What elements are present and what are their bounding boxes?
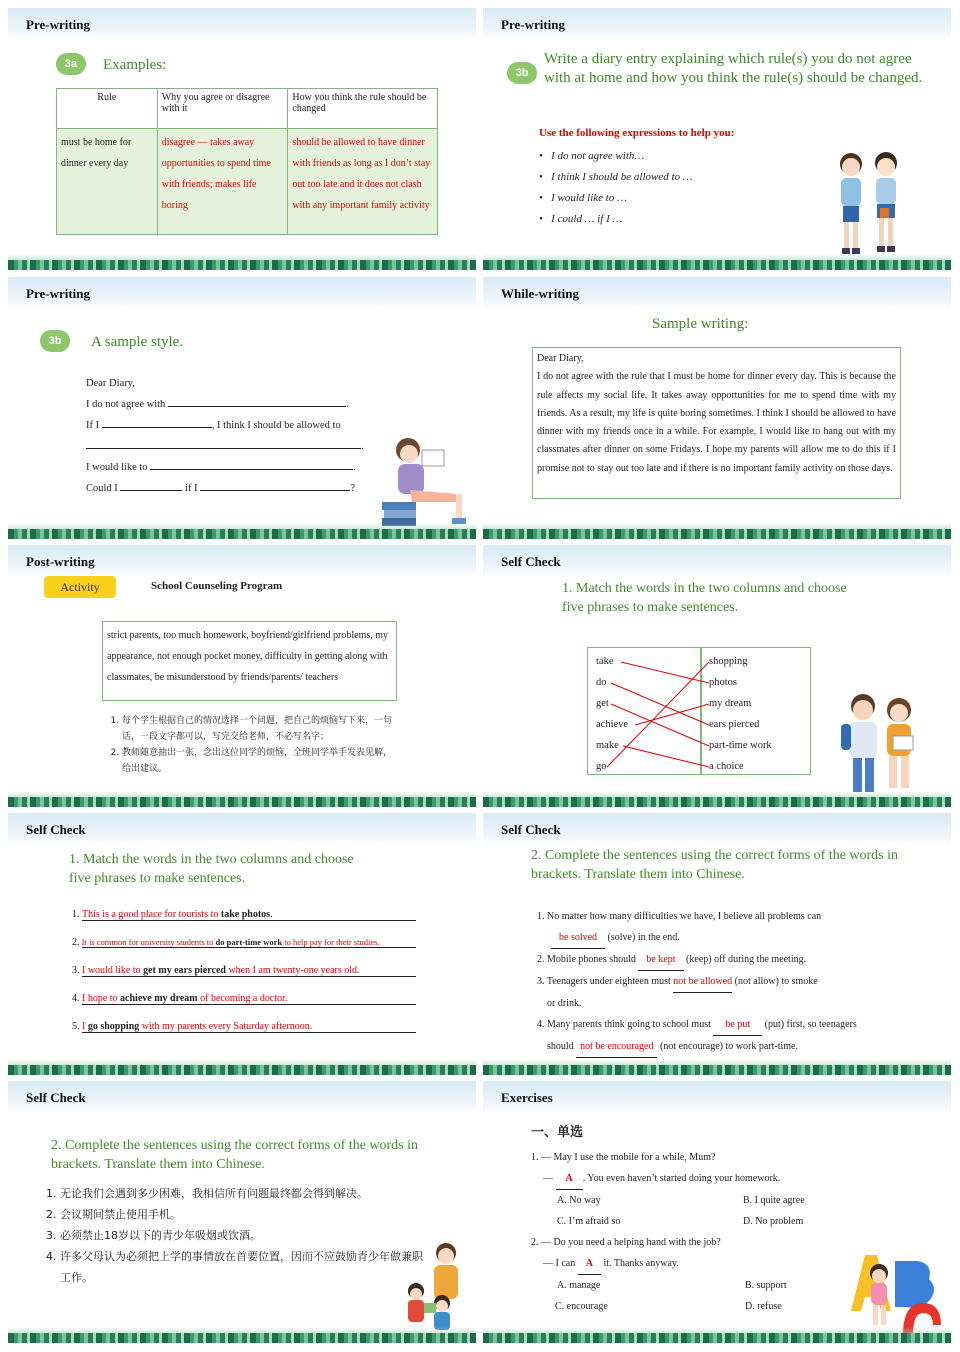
sentence-item: 3. I would like to get my ears pierced when I am twenty-one years old. — [72, 965, 428, 993]
slide-pre-writing-3a — [8, 8, 476, 270]
match-line — [607, 662, 709, 767]
match-line — [623, 746, 709, 767]
slide-title: Self Check — [26, 822, 86, 837]
question-3-cont: or drink. — [547, 998, 582, 1009]
option[interactable]: C. I’m afraid so — [557, 1216, 621, 1227]
sentence-list — [72, 909, 428, 1049]
word-right: shopping — [709, 656, 748, 667]
translation-item: 2. 会议期间禁止使用手机。 — [60, 1204, 430, 1225]
exercise-questions — [531, 1147, 851, 1317]
option[interactable]: A. manage — [557, 1280, 601, 1291]
step-item: 1. 每个学生根据自己的情况选择一个问题，把自己的烦恼写下来，一句话，一段文字都可以，写完交给老师，不必写名字； — [122, 713, 398, 745]
activity-tag: Activity — [44, 576, 116, 598]
slide-self-check-match — [483, 545, 951, 807]
translation-item: 1. 无论我们会遇到多少困难，我相信所有问题最终都会得到解决。 — [60, 1183, 430, 1204]
slide-footer-decoration — [8, 1065, 476, 1075]
exercise-q2-answer: — I can A it. Thanks anyway. — [531, 1253, 851, 1275]
word-left: achieve — [596, 719, 629, 730]
slide-header — [483, 813, 951, 845]
section-heading: A sample style. — [91, 334, 184, 350]
word-right: photos — [709, 677, 738, 688]
slide-title: Exercises — [501, 1090, 553, 1105]
slide-header — [483, 277, 951, 309]
list-item: • I do not agree with… — [539, 150, 645, 162]
table-header-cell: Rule — [57, 89, 158, 129]
slide-title: Pre-writing — [26, 286, 91, 301]
section-label: 一、单选 — [531, 1125, 584, 1140]
table-header-row — [57, 89, 438, 129]
teacher-students-illustration — [398, 1241, 473, 1336]
word-right: a choice — [709, 761, 744, 772]
sample-writing-box — [532, 347, 901, 499]
line-could: Could I if I ? — [86, 483, 355, 494]
option[interactable]: D. refuse — [745, 1301, 782, 1312]
option[interactable]: D. No problem — [743, 1216, 804, 1227]
slide-footer-decoration — [8, 797, 476, 807]
word-left: do — [596, 677, 607, 688]
word-left: go — [596, 761, 607, 772]
slide-footer-decoration — [483, 1333, 951, 1343]
section-heading: 1. Match the words in the two columns and choose five phrases to make sentences. — [562, 581, 847, 615]
slide-title: Post-writing — [26, 554, 95, 569]
students-couple-illustration — [831, 690, 931, 800]
slide-footer-decoration — [8, 260, 476, 270]
slide-header — [8, 545, 476, 577]
table-cell: must be home for dinner every day — [57, 129, 158, 235]
slide-footer-decoration — [483, 797, 951, 807]
slide-header — [8, 813, 476, 845]
slide-footer-decoration — [483, 260, 951, 270]
slide-self-check-sentences — [8, 813, 476, 1075]
exercise-q1-options — [531, 1211, 851, 1232]
slide-title: Self Check — [501, 554, 561, 569]
question-1: 1. No matter how many difficulties we have, I believe all problems can — [537, 911, 822, 922]
slide-footer-decoration — [8, 529, 476, 539]
line-agree: I do not agree with . — [86, 399, 349, 410]
question-1-cont: be solved (solve) in the end. — [537, 927, 937, 949]
list-item: • I would like to … — [539, 192, 627, 204]
reading-girl-illustration — [378, 432, 473, 532]
match-line — [611, 683, 709, 725]
match-line — [611, 704, 709, 746]
question-2: 2. Mobile phones should be kept (keep) off during the meeting. — [537, 949, 937, 971]
section-heading: 2. Complete the sentences using the correct forms of the words in brackets. Translate them into Chinese. — [531, 848, 899, 882]
exercise-q2: 2. — Do you need a helping hand with the job? — [531, 1237, 721, 1248]
slide-footer-decoration — [483, 1065, 951, 1075]
slide-footer-decoration — [8, 1333, 476, 1343]
question-3: 3. Teenagers under eighteen must not be allowed (not allow) to smoke — [537, 971, 937, 993]
abc-girl-illustration — [843, 1241, 943, 1336]
slide-header — [8, 8, 476, 40]
slide-self-check-complete — [483, 813, 951, 1075]
match-line — [635, 704, 709, 725]
line-if: If I , I think I should be allowed to — [86, 420, 341, 431]
section-heading: 2. Complete the sentences using the correct forms of the words in brackets. Translate them into Chinese. — [51, 1138, 419, 1172]
exercise-q1: 1. — May I use the mobile for a while, Mum? — [531, 1152, 716, 1163]
sentence-item: 4. I hope to achieve my dream of becoming a doctor. — [72, 993, 428, 1021]
table-row — [57, 129, 438, 235]
slide-exercises — [483, 1081, 951, 1343]
option[interactable]: A. No way — [557, 1195, 601, 1206]
option[interactable]: B. I quite agree — [743, 1195, 805, 1206]
slide-title: Self Check — [26, 1090, 86, 1105]
diary-body: I do not agree with the rule that I must be home for dinner every day. This is because the rule affects my social life. It takes away opportunities for me to spend time with my friends. As a result, my life is quite boring sometimes. I think I should be allowed to have dinner with my friends once in a while. For example, I would like to hang out with my classmates after dinner on some Fridays. I hope my parents will allow me to do this if I promise not to stay out too late and if there is no important family activity on those days. — [537, 371, 896, 474]
step-item: 2. 教师随意抽出一张，念出这位同学的烦恼，全班同学举手发表见解，给出建议。 — [122, 745, 398, 777]
option[interactable]: C. encourage — [555, 1301, 608, 1312]
exercise-q1-options — [531, 1190, 851, 1211]
slide-pre-writing-3b — [483, 8, 951, 270]
table-cell: should be allowed to have dinner with friends as long as I don’t stay out too late and it does not clash with any important family activity — [288, 129, 438, 235]
slide-pre-writing-sample-style — [8, 277, 476, 539]
slide-title: While-writing — [501, 286, 579, 301]
two-students-illustration — [831, 148, 911, 258]
slide-while-writing — [483, 277, 951, 539]
line-would: I would like to . — [86, 462, 356, 473]
slide-post-writing — [8, 545, 476, 807]
sample-style-text — [86, 373, 386, 499]
section-heading: Examples: — [103, 57, 167, 73]
word-right: ears pierced — [709, 719, 760, 730]
translation-item: 3. 必须禁止18岁以下的青少年吸烟或饮酒。 — [60, 1225, 430, 1246]
slide-header — [8, 1081, 476, 1113]
table-header-cell: Why you agree or disagree with it — [157, 89, 288, 129]
greeting: Dear Diary, — [86, 378, 135, 389]
translation-list — [60, 1183, 430, 1288]
list-item: • I could … if I … — [539, 213, 623, 225]
table-cell: disagree — takes away opportunities to spend time with friends; makes life boring — [157, 129, 288, 235]
slide-header — [8, 277, 476, 309]
section-heading: Sample writing: — [652, 316, 749, 332]
rules-table — [56, 88, 438, 235]
badge-3b: 3b — [507, 62, 537, 84]
sentence-item: 5. I go shopping with my parents every Saturday afternoon. — [72, 1021, 428, 1049]
section-heading: Write a diary entry explaining which rule(s) you do not agree with at home and how you think the rule(s) should be changed. — [544, 51, 923, 86]
problems-box: strict parents, too much homework, boyfriend/girlfriend problems, my appearance, not enough pocket money, difficulty in getting along with classmates, be misunderstood by friends/parents/ teachers — [102, 621, 397, 701]
question-4: 4. Many parents think going to school must be put (put) first, so teenagers — [537, 1014, 937, 1036]
slide-self-check-translation — [8, 1081, 476, 1343]
activity-steps — [118, 713, 398, 777]
complete-sentences — [537, 906, 937, 1058]
section-heading: 1. Match the words in the two columns and choose five phrases to make sentences. — [69, 852, 354, 886]
question-4-cont: should not be encouraged (not encourage) to work part-time. — [537, 1036, 937, 1058]
exercise-q2-options — [531, 1275, 851, 1296]
word-left: take — [596, 656, 614, 667]
line-blank: . — [86, 436, 386, 457]
hint-text: Use the following expressions to help you: — [539, 127, 735, 139]
slide-header — [483, 8, 951, 40]
exercise-q2-options — [531, 1296, 851, 1317]
option[interactable]: B. support — [745, 1280, 787, 1291]
slide-title: Pre-writing — [501, 17, 566, 32]
list-item: • I think I should be allowed to … — [539, 171, 693, 183]
sentence-item: 2. It is common for university students to do part-time work to help pay for their studies. — [72, 937, 428, 965]
expression-list — [539, 146, 693, 230]
translation-item: 4. 许多父母认为必须把上学的事情放在首要位置，因而不应鼓励青少年做兼职工作。 — [60, 1246, 430, 1288]
slide-header — [483, 1081, 951, 1113]
table-header-cell: How you think the rule should be changed — [288, 89, 438, 129]
exercise-q1-answer: — A . You even haven’t started doing your homework. — [531, 1168, 851, 1190]
word-right: my dream — [709, 698, 752, 709]
slide-title: Self Check — [501, 822, 561, 837]
sentence-item: 1. This is a good place for tourists to take photos. — [72, 909, 428, 937]
word-right: part-time work — [709, 740, 772, 751]
badge-3a: 3a — [56, 53, 86, 75]
match-line — [621, 662, 709, 683]
word-left: make — [596, 740, 619, 751]
slide-title: Pre-writing — [26, 17, 91, 32]
slide-footer-decoration — [483, 529, 951, 539]
word-left: get — [596, 698, 609, 709]
badge-3b: 3b — [40, 330, 70, 352]
diary-greeting: Dear Diary, — [537, 353, 584, 364]
program-title: School Counseling Program — [151, 580, 283, 592]
